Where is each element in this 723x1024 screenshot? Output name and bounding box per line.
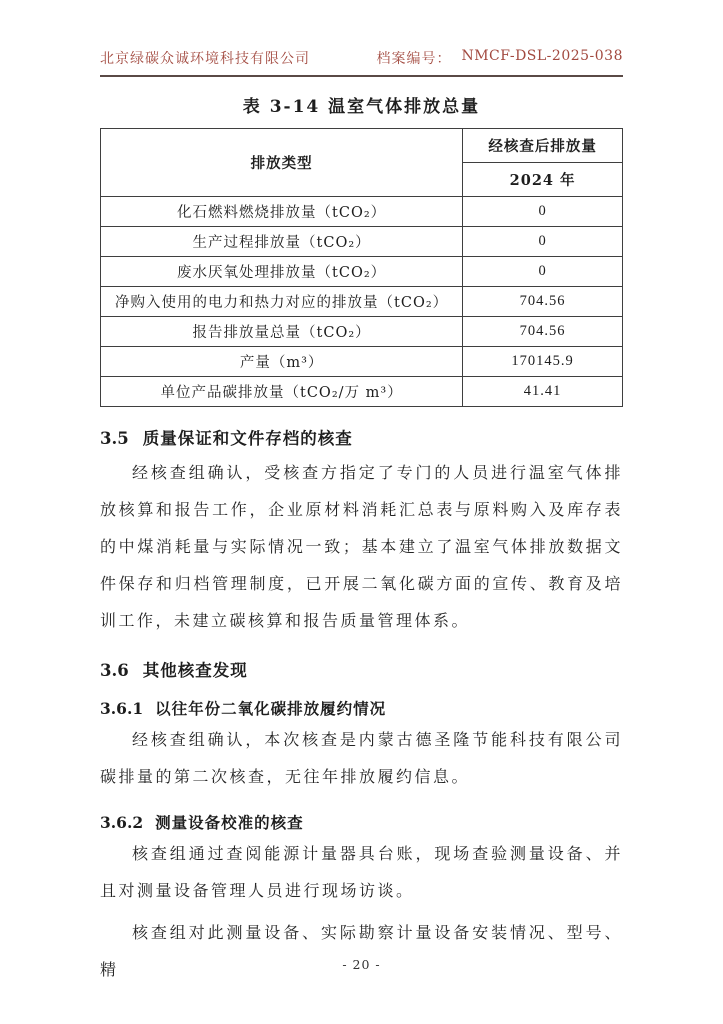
section-heading-3-6-1 bbox=[100, 697, 623, 719]
section-title: 以往年份二氧化碳排放履约情况 bbox=[155, 699, 387, 718]
emissions-table bbox=[100, 128, 623, 407]
table-row bbox=[101, 197, 623, 227]
header-cell-verified-emissions: 经核查后排放量 bbox=[463, 129, 623, 163]
row-value: 704.56 bbox=[463, 287, 623, 317]
paragraph: 核查组对此测量设备、实际勘察计量设备安装情况、型号、精 bbox=[100, 923, 623, 979]
section-number: 3.6.2 bbox=[100, 813, 144, 832]
row-label: 净购入使用的电力和热力对应的排放量（tCO₂） bbox=[101, 287, 463, 317]
paragraph: 核查组通过查阅能源计量器具台账，现场查验测量设备、并且对测量设备管理人员进行现场访谈。 bbox=[100, 844, 623, 900]
section-title: 其他核查发现 bbox=[142, 661, 248, 680]
section-number: 3.5 bbox=[100, 429, 129, 448]
row-label: 生产过程排放量（tCO₂） bbox=[101, 227, 463, 257]
section-heading-3-6-2 bbox=[100, 811, 623, 833]
company-name: 北京绿碳众诚环境科技有限公司 bbox=[100, 51, 310, 67]
section-heading-3-6 bbox=[100, 657, 623, 681]
paragraph: 经核查组确认，受核查方指定了专门的人员进行温室气体排放核算和报告工作，企业原材料消耗汇总表与原料购入及库存表的中煤消耗量与实际情况一致；基本建立了温室气体排放数据文件保存和归档管理制度，已开展二氧化碳方面的宣传、教育及培训工作，未建立碳核算和报告质量管理体系。 bbox=[100, 463, 623, 630]
table-row bbox=[101, 227, 623, 257]
table-row bbox=[101, 377, 623, 407]
header-cell-year: 2024 年 bbox=[463, 163, 623, 197]
page-number: - 20 - bbox=[342, 957, 381, 972]
section-number: 3.6 bbox=[100, 661, 129, 680]
page-header bbox=[100, 48, 623, 77]
row-value: 0 bbox=[463, 227, 623, 257]
row-label: 废水厌氧处理排放量（tCO₂） bbox=[101, 257, 463, 287]
archive-id bbox=[376, 48, 623, 68]
section-number: 3.6.1 bbox=[100, 699, 144, 718]
header-cell-emission-type: 排放类型 bbox=[101, 129, 463, 197]
row-label: 报告排放量总量（tCO₂） bbox=[101, 317, 463, 347]
section-title: 质量保证和文件存档的核查 bbox=[142, 429, 353, 448]
table-row bbox=[101, 317, 623, 347]
paragraph: 经核查组确认，本次核查是内蒙古德圣隆节能科技有限公司碳排量的第二次核查，无往年排放履约信息。 bbox=[100, 730, 623, 786]
row-value: 170145.9 bbox=[463, 347, 623, 377]
row-value: 41.41 bbox=[463, 377, 623, 407]
row-value: 704.56 bbox=[463, 317, 623, 347]
table-row bbox=[101, 347, 623, 377]
table-row bbox=[101, 257, 623, 287]
table-row bbox=[101, 287, 623, 317]
archive-number: NMCF-DSL-2025-038 bbox=[461, 48, 623, 64]
row-label: 产量（m³） bbox=[101, 347, 463, 377]
table-title: 表 3-14 温室气体排放总量 bbox=[242, 97, 481, 117]
table-header-row bbox=[101, 129, 623, 163]
section-heading-3-5 bbox=[100, 425, 623, 449]
row-value: 0 bbox=[463, 197, 623, 227]
archive-label: 档案编号： bbox=[376, 51, 452, 67]
row-label: 单位产品碳排放量（tCO₂/万 m³） bbox=[101, 377, 463, 407]
row-value: 0 bbox=[463, 257, 623, 287]
row-label: 化石燃料燃烧排放量（tCO₂） bbox=[101, 197, 463, 227]
section-title: 测量设备校准的核查 bbox=[155, 813, 304, 832]
